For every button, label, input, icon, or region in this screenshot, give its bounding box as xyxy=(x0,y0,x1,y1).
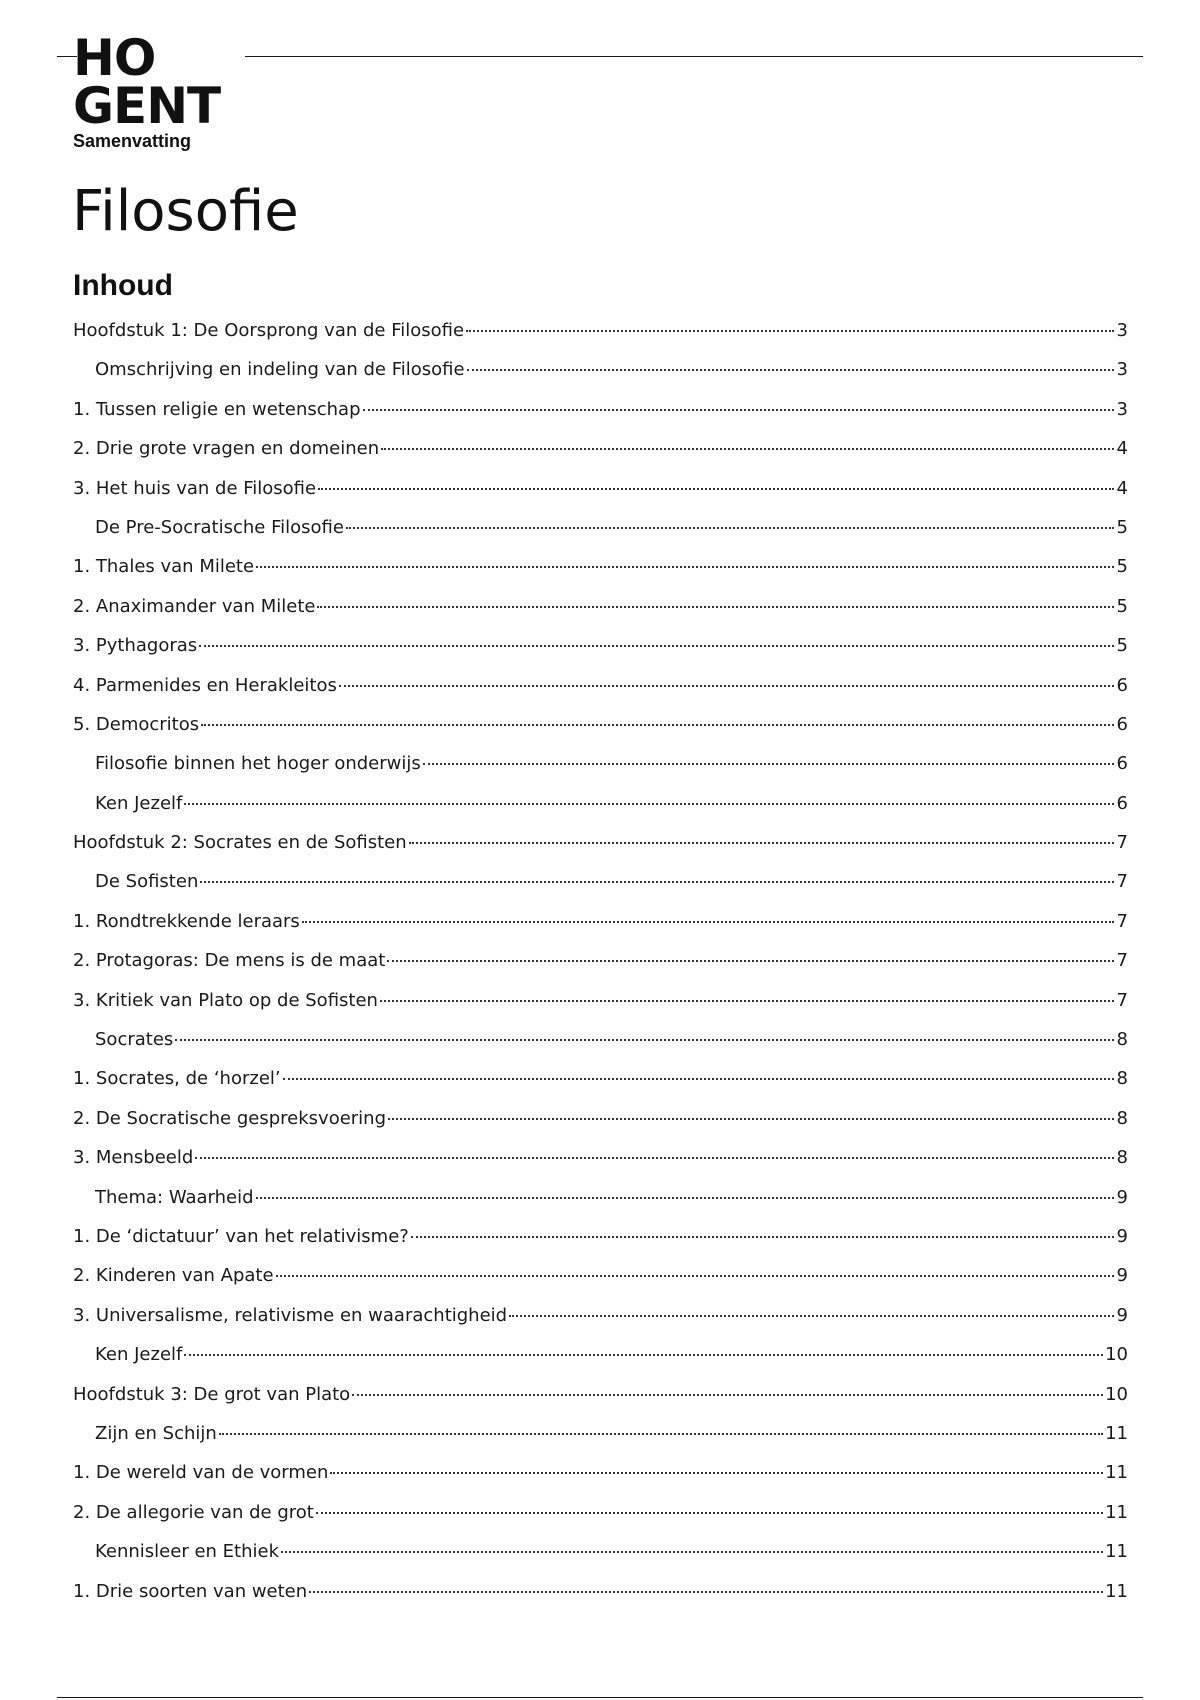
toc-entry-label[interactable]: De Pre-Socratische Filosofie xyxy=(95,516,344,538)
toc-entry-label[interactable]: 3. Mensbeeld xyxy=(73,1147,194,1169)
toc-entry-label[interactable]: 2. De Socratische gespreksvoering xyxy=(73,1107,387,1129)
toc-dot-leader xyxy=(256,1197,1114,1199)
toc-entry[interactable] xyxy=(73,911,1128,950)
toc-entry-label[interactable]: De Sofisten xyxy=(95,871,199,893)
toc-dot-leader xyxy=(283,1078,1114,1080)
toc-entry-page-number[interactable]: 8 xyxy=(1116,1107,1128,1129)
toc-entry-page-number[interactable]: 5 xyxy=(1116,595,1128,617)
toc-dot-leader xyxy=(423,763,1114,765)
toc-dot-leader xyxy=(467,369,1114,371)
toc-entry-page-number[interactable]: 6 xyxy=(1116,792,1128,814)
toc-dot-leader xyxy=(317,606,1114,608)
toc-dot-leader xyxy=(339,685,1114,687)
toc-entry[interactable] xyxy=(73,675,1128,714)
toc-entry-page-number[interactable]: 5 xyxy=(1116,556,1128,578)
toc-entry-label[interactable]: 3. Pythagoras xyxy=(73,635,198,657)
logo-line-2: GENT xyxy=(73,77,221,135)
toc-entry-page-number[interactable]: 4 xyxy=(1116,438,1128,460)
toc-entry-label[interactable]: Omschrijving en indeling van de Filosofie xyxy=(95,359,465,381)
toc-dot-leader xyxy=(330,1472,1103,1474)
toc-entry[interactable] xyxy=(73,714,1128,753)
toc-dot-leader xyxy=(184,803,1114,805)
toc-dot-leader xyxy=(200,881,1114,883)
toc-dot-leader xyxy=(281,1551,1103,1553)
toc-entry[interactable] xyxy=(73,793,1128,832)
toc-entry[interactable] xyxy=(73,1265,1128,1304)
toc-entry[interactable] xyxy=(73,1108,1128,1147)
toc-dot-leader xyxy=(184,1354,1103,1356)
toc-entry[interactable] xyxy=(73,1187,1128,1226)
toc-entry-page-number[interactable]: 5 xyxy=(1116,635,1128,657)
toc-entry[interactable] xyxy=(73,399,1128,438)
toc-entry-label[interactable]: 5. Democritos xyxy=(73,713,200,735)
toc-entry-page-number[interactable]: 8 xyxy=(1116,1068,1128,1090)
toc-entry[interactable] xyxy=(73,635,1128,674)
toc-dot-leader xyxy=(380,1000,1114,1002)
toc-entry-page-number[interactable]: 9 xyxy=(1116,1304,1128,1326)
toc-dot-leader xyxy=(387,960,1114,962)
toc-dot-leader xyxy=(466,330,1114,332)
toc-entry[interactable] xyxy=(73,1423,1128,1462)
toc-dot-leader xyxy=(199,645,1114,647)
toc-entry-label[interactable]: 1. De ‘dictatuur’ van het relativisme? xyxy=(73,1225,409,1247)
toc-entry-label[interactable]: 2. De allegorie van de grot xyxy=(73,1501,314,1523)
header-subtitle: Samenvatting xyxy=(73,131,192,151)
toc-dot-leader xyxy=(509,1315,1114,1317)
toc-entry-label[interactable]: 2. Kinderen van Apate xyxy=(73,1265,274,1287)
toc-entry-label[interactable]: Ken Jezelf xyxy=(95,792,183,814)
toc-entry-label[interactable]: Thema: Waarheid xyxy=(95,1186,254,1208)
table-of-contents xyxy=(73,320,1128,1620)
footer-rule xyxy=(57,1697,1143,1698)
toc-entry-page-number[interactable]: 8 xyxy=(1116,1147,1128,1169)
toc-entry[interactable] xyxy=(73,871,1128,910)
toc-entry-page-number[interactable]: 3 xyxy=(1116,320,1128,341)
toc-entry-label[interactable]: 3. Kritiek van Plato op de Sofisten xyxy=(73,989,378,1011)
toc-entry[interactable] xyxy=(73,753,1128,792)
toc-dot-leader xyxy=(388,1118,1114,1120)
toc-dot-leader xyxy=(381,448,1114,450)
toc-entry-label[interactable]: 2. Protagoras: De mens is de maat xyxy=(73,950,386,972)
toc-dot-leader xyxy=(352,1394,1103,1396)
toc-entry[interactable] xyxy=(73,517,1128,556)
toc-dot-leader xyxy=(363,409,1114,411)
toc-dot-leader xyxy=(195,1157,1114,1159)
toc-entry-page-number[interactable]: 4 xyxy=(1116,477,1128,499)
toc-entry-page-number[interactable]: 6 xyxy=(1116,753,1128,775)
toc-dot-leader xyxy=(316,1512,1103,1514)
toc-dot-leader xyxy=(309,1591,1103,1593)
toc-entry-label[interactable]: 1. De wereld van de vormen xyxy=(73,1462,329,1484)
toc-dot-leader xyxy=(409,842,1114,844)
toc-entry-label[interactable]: 1. Tussen religie en wetenschap xyxy=(73,398,361,420)
toc-entry[interactable] xyxy=(73,596,1128,635)
toc-dot-leader xyxy=(201,724,1114,726)
toc-entry-page-number[interactable]: 7 xyxy=(1116,950,1128,972)
logo-line-1: HO xyxy=(73,29,156,87)
toc-entry[interactable] xyxy=(73,1029,1128,1068)
toc-entry[interactable] xyxy=(73,832,1128,871)
toc-dot-leader xyxy=(276,1275,1114,1277)
toc-entry-page-number[interactable]: 10 xyxy=(1105,1344,1128,1366)
header-rule xyxy=(245,56,1143,57)
toc-entry-page-number[interactable]: 9 xyxy=(1116,1265,1128,1287)
toc-entry-page-number[interactable]: 11 xyxy=(1105,1580,1128,1602)
toc-entry-label[interactable]: Hoofdstuk 3: De grot van Plato xyxy=(73,1383,351,1405)
toc-entry[interactable] xyxy=(73,950,1128,989)
toc-dot-leader xyxy=(219,1433,1103,1435)
toc-dot-leader xyxy=(318,488,1114,490)
toc-entry-label[interactable]: 1. Thales van Milete xyxy=(73,556,255,578)
toc-entry[interactable] xyxy=(73,556,1128,595)
toc-entry[interactable] xyxy=(73,1581,1128,1620)
toc-entry-page-number[interactable]: 3 xyxy=(1116,359,1128,381)
toc-entry-page-number[interactable]: 7 xyxy=(1116,832,1128,854)
toc-entry[interactable] xyxy=(73,1462,1128,1501)
toc-entry[interactable] xyxy=(73,1147,1128,1186)
toc-entry[interactable] xyxy=(73,1068,1128,1107)
toc-entry-page-number[interactable]: 6 xyxy=(1116,674,1128,696)
toc-entry-page-number[interactable]: 11 xyxy=(1105,1422,1128,1444)
toc-entry[interactable] xyxy=(73,1344,1128,1383)
toc-entry-page-number[interactable]: 9 xyxy=(1116,1225,1128,1247)
toc-entry[interactable] xyxy=(73,1305,1128,1344)
toc-entry-label[interactable]: 1. Drie soorten van weten xyxy=(73,1580,308,1602)
toc-entry-page-number[interactable]: 11 xyxy=(1105,1501,1128,1523)
toc-entry-label[interactable]: Zijn en Schijn xyxy=(95,1422,217,1444)
toc-entry-label[interactable]: 3. Universalisme, relativisme en waarachtigheid xyxy=(73,1304,508,1326)
toc-entry-label[interactable]: Ken Jezelf xyxy=(95,1344,183,1366)
toc-entry-page-number[interactable]: 6 xyxy=(1116,713,1128,735)
toc-entry-page-number[interactable]: 3 xyxy=(1116,398,1128,420)
toc-entry-page-number[interactable]: 8 xyxy=(1116,1029,1128,1051)
toc-dot-leader xyxy=(175,1039,1114,1041)
toc-entry-label[interactable]: 1. Rondtrekkende leraars xyxy=(73,910,300,932)
toc-entry-label[interactable]: Hoofdstuk 1: De Oorsprong van de Filosofie xyxy=(73,320,465,341)
toc-entry-label[interactable]: Hoofdstuk 2: Socrates en de Sofisten xyxy=(73,832,407,854)
toc-entry-page-number[interactable]: 10 xyxy=(1105,1383,1128,1405)
document-title: Filosofie xyxy=(72,179,299,244)
toc-entry[interactable] xyxy=(73,478,1128,517)
toc-entry[interactable] xyxy=(73,1226,1128,1265)
toc-entry-label[interactable]: 2. Anaximander van Milete xyxy=(73,595,316,617)
toc-entry[interactable] xyxy=(73,990,1128,1029)
toc-entry[interactable] xyxy=(73,320,1128,359)
toc-entry[interactable] xyxy=(73,1502,1128,1541)
toc-entry-label[interactable]: 3. Het huis van de Filosofie xyxy=(73,477,317,499)
toc-entry-label[interactable]: Kennisleer en Ethiek xyxy=(95,1541,279,1563)
toc-entry-label[interactable]: Filosofie binnen het hoger onderwijs xyxy=(95,753,421,775)
hogent-logo xyxy=(73,29,253,135)
toc-entry-page-number[interactable]: 7 xyxy=(1116,871,1128,893)
toc-entry-page-number[interactable]: 11 xyxy=(1105,1462,1128,1484)
toc-entry-page-number[interactable]: 9 xyxy=(1116,1186,1128,1208)
toc-entry[interactable] xyxy=(73,1541,1128,1580)
toc-entry-label[interactable]: 2. Drie grote vragen en domeinen xyxy=(73,438,380,460)
toc-entry-label[interactable]: Socrates xyxy=(95,1029,174,1051)
toc-entry[interactable] xyxy=(73,359,1128,398)
toc-entry[interactable] xyxy=(73,1384,1128,1423)
toc-dot-leader xyxy=(346,527,1114,529)
toc-entry-label[interactable]: 1. Socrates, de ‘horzel’ xyxy=(73,1068,281,1090)
toc-entry[interactable] xyxy=(73,438,1128,477)
toc-entry-page-number[interactable]: 11 xyxy=(1105,1541,1128,1563)
toc-entry-label[interactable]: 4. Parmenides en Herakleitos xyxy=(73,674,337,696)
toc-dot-leader xyxy=(256,566,1114,568)
toc-heading: Inhoud xyxy=(73,269,173,302)
toc-entry-page-number[interactable]: 5 xyxy=(1116,516,1128,538)
toc-entry-page-number[interactable]: 7 xyxy=(1116,989,1128,1011)
toc-dot-leader xyxy=(302,921,1114,923)
toc-dot-leader xyxy=(411,1236,1114,1238)
toc-entry-page-number[interactable]: 7 xyxy=(1116,910,1128,932)
